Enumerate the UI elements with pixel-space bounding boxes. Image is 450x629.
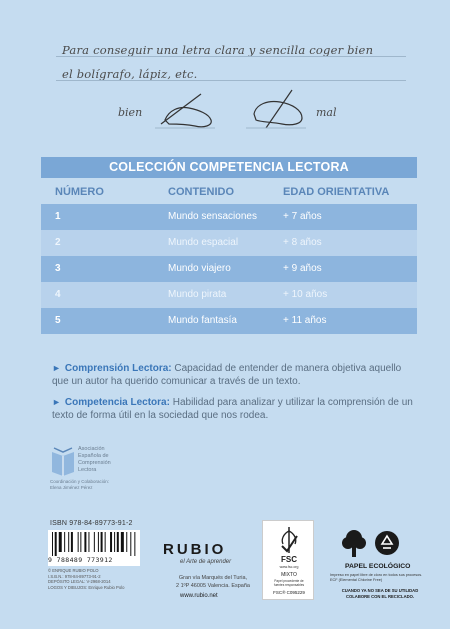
isbn-label: ISBN 978-84-89773-91-2: [50, 520, 133, 527]
association-line: Lectora: [78, 467, 97, 473]
row-number: 1: [55, 211, 61, 222]
recycle-icon: [374, 530, 400, 556]
recycle-note-line: COLABORE CON EL RECICLADO.: [345, 593, 415, 599]
barcode-bar: [126, 532, 127, 552]
fsc-description: [265, 579, 313, 587]
barcode-bar: [59, 532, 62, 552]
barcode-bar: [130, 532, 131, 556]
recycle-note-line: CUANDO YA NO SEA DE SU UTILIDAD: [341, 588, 419, 593]
good-grip-label: bien: [118, 106, 143, 119]
intro-line-2: el bolígrafo, lápiz, etc.: [62, 67, 198, 81]
barcode-bar: [71, 532, 73, 552]
eco-paper-description: Impreso en papel libre de cloro en todos sus procesos. ECF (Elemental Chlorine Free): [330, 573, 423, 582]
barcode-bar: [110, 532, 112, 552]
row-content: Mundo espacial: [168, 237, 239, 248]
association-line: Española de: [78, 453, 109, 459]
table-row: [41, 256, 417, 282]
definition-term: Competencia Lectora:: [64, 397, 170, 408]
row-number: 3: [55, 263, 61, 274]
address-line: Gran vía Marqués del Turia,: [178, 575, 248, 581]
association-name: [78, 446, 111, 474]
legal-line: © ENRIQUE RUBIO POLO: [48, 568, 99, 573]
definition-text: Habilidad para analizar y utilizar la comprensión de un texto de forma útil en la sociedad que nos rodea.: [52, 397, 413, 421]
triangle-bullet-icon: ►: [52, 397, 61, 407]
publisher-tagline: el Arte de aprender: [180, 559, 232, 565]
handwriting-intro: [62, 38, 402, 86]
association-line: Comprensión: [78, 460, 111, 466]
fsc-mixto: MIXTO: [281, 572, 297, 578]
table-row: [41, 282, 417, 308]
tree-icon: [340, 528, 368, 558]
fsc-word: FSC: [281, 555, 297, 564]
credits: [50, 479, 109, 491]
row-content: Mundo pirata: [168, 289, 227, 300]
barcode-bar: [101, 532, 103, 552]
fsc-tree-checkmark-icon: [277, 526, 301, 554]
row-age: + 10 años: [283, 289, 328, 300]
collection-title: COLECCIÓN COMPETENCIA LECTORA: [41, 157, 417, 178]
good-grip-hand-icon: [155, 90, 217, 130]
barcode-bar: [80, 532, 81, 552]
intro-line-1: Para conseguir una letra clara y sencilla coger bien: [62, 43, 374, 57]
definition-text: Capacidad de entender de manera objetiva aquello que un autor ha querido comunicar a través de un texto.: [52, 363, 402, 387]
row-content: Mundo viajero: [168, 263, 231, 274]
guide-line: [56, 80, 406, 81]
guide-line: [56, 56, 406, 57]
collection-table: [41, 157, 417, 334]
fsc-desc-line: Papel procedente de: [274, 579, 304, 583]
bad-grip-label: mal: [316, 106, 337, 119]
fsc-desc-line: fuentes responsables: [273, 583, 305, 587]
association-line: Asociación: [78, 446, 105, 452]
row-number: 5: [55, 315, 61, 326]
publisher-logo: RUBIO: [163, 541, 227, 558]
barcode-bar: [64, 532, 65, 552]
barcode-bar: [105, 532, 106, 552]
barcode-bar: [98, 532, 99, 552]
row-age: + 11 años: [283, 315, 327, 326]
row-age: + 9 años: [283, 263, 322, 274]
row-age: + 8 años: [283, 237, 322, 248]
fsc-license-code: FSC® C095229: [273, 590, 305, 595]
legal-line: LOGOS Y DIBUJOS: Enrique Rubio Polo: [48, 584, 125, 590]
row-number: 2: [55, 237, 61, 248]
barcode-number: 9 788489 773912: [48, 556, 113, 564]
barcode-bar: [88, 532, 89, 552]
barcode-bar: [55, 532, 57, 556]
row-content: Mundo sensaciones: [168, 211, 257, 222]
recycle-note: [330, 588, 430, 599]
open-book-logo-icon: [50, 446, 76, 476]
barcode-bar: [78, 532, 79, 552]
definition-competencia: [52, 396, 420, 422]
legal-line: DEPÓSITO LEGAL: V-2968-2014: [48, 579, 111, 584]
barcode-bar: [52, 532, 53, 556]
fsc-badge: [262, 520, 314, 600]
barcode-bar: [94, 532, 95, 552]
row-content: Mundo fantasía: [168, 315, 237, 326]
barcode-bar: [68, 532, 69, 552]
header-edad: EDAD ORIENTATIVA: [283, 186, 390, 198]
table-row: [41, 308, 417, 334]
row-number: 4: [55, 289, 61, 300]
credit-line: Elena Jiménez Pérez: [50, 485, 93, 490]
header-numero: NÚMERO: [55, 186, 104, 198]
table-row: [41, 204, 417, 230]
row-age: + 7 años: [283, 211, 322, 222]
barcode-bar: [121, 532, 124, 552]
barcode-bar: [84, 532, 86, 552]
fsc-website: www.fsc.org: [279, 565, 299, 569]
barcode-bar: [134, 532, 135, 556]
barcode-bar: [117, 532, 119, 552]
legal-line: I.S.B.N.: 978-84-89773-91-2: [48, 573, 101, 579]
table-row: [41, 230, 417, 256]
publisher-address: [157, 574, 269, 590]
address-line: 2 1ºP 46005 Valencia. España: [176, 583, 250, 589]
credit-line: Coordinación y Colaboración:: [50, 479, 110, 484]
publisher-website: www.rubio.net: [180, 593, 218, 599]
definition-term: Comprensión Lectora:: [64, 363, 172, 374]
definition-comprension: [52, 362, 420, 388]
legal-notice: [48, 568, 124, 590]
barcode-bar: [114, 532, 115, 552]
header-contenido: CONTENIDO: [168, 186, 234, 198]
column-headers: [41, 178, 417, 204]
triangle-bullet-icon: ►: [52, 363, 61, 373]
bad-grip-hand-icon: [246, 88, 308, 130]
eco-paper-title: PAPEL ECOLÓGICO: [345, 563, 411, 570]
